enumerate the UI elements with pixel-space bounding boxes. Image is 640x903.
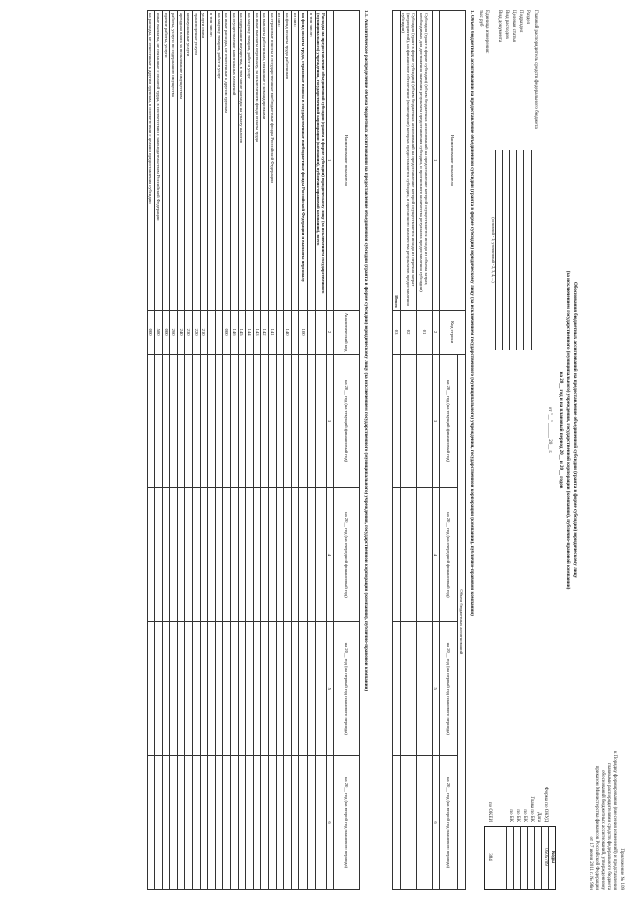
row-code [291,310,299,354]
value-cell[interactable] [162,354,170,488]
section1-table [392,10,466,890]
col-header: на 20__ год (на второй год планового периода) [334,756,360,890]
value-cell[interactable] [200,756,208,890]
value-cell[interactable] [261,488,269,622]
table-row [185,11,193,890]
row-label: арендная плата за пользование имуществом [177,11,185,311]
col-number: 3 [433,354,440,488]
value-cell[interactable] [185,622,193,756]
value-cell[interactable] [276,622,284,756]
row-label: на закупку товаров, работ и услуг [215,11,223,311]
table-row [276,11,284,890]
value-cell[interactable] [238,622,246,756]
field-line[interactable] [523,150,524,350]
value-cell[interactable] [316,622,327,756]
row-code: 01 [417,310,433,354]
value-cell[interactable] [269,756,277,890]
col-number: 4 [433,488,440,622]
value-cell[interactable] [253,488,261,622]
value-cell[interactable] [170,756,178,890]
col-number: 3 [327,354,334,488]
value-cell[interactable] [269,354,277,488]
col-number: 2 [433,310,440,354]
value-cell[interactable] [208,622,216,756]
col-number: 6 [433,756,440,890]
row-label: на иные выплаты персоналу, за исключением фонда оплаты труда [253,11,261,311]
field-label: Вид расходов [504,10,509,39]
row-code: 240 [177,310,185,354]
section11-table [147,10,360,890]
table-row [246,11,254,890]
value-cell[interactable] [393,622,401,756]
value-cell[interactable] [316,488,327,622]
col-number: 2 [327,310,334,354]
value-cell[interactable] [215,756,223,890]
value-cell[interactable] [393,756,401,890]
value-cell[interactable] [200,622,208,756]
value-cell[interactable] [284,622,292,756]
table-row [393,11,401,890]
okud-value: 0505709 [543,848,548,866]
row-label: в том числе: [208,11,216,311]
table-row [316,11,327,890]
value-cell[interactable] [147,622,155,756]
field-label: Целевая статья [511,10,516,42]
value-cell[interactable] [231,354,239,488]
row-code: 580 [155,310,163,354]
row-code: 230 [185,310,193,354]
row-label: прочие работы, услуги [162,11,170,311]
row-label: услуги связи [200,11,208,311]
value-cell[interactable] [284,756,292,890]
table-row [162,11,170,890]
value-cell[interactable] [316,756,327,890]
col-header: на 20__ год (на очередной финансовый год) [334,488,360,622]
value-cell[interactable] [147,756,155,890]
row-label: Субсидия (грант в форме субсидии) (объем бюджетных ассигнований на предоставление которой осуществляется исходя из объема затрат, необходимых для достижения значения результата предоставления субсидии, и прогнозного количества результата предоставления субсидии) [417,11,433,311]
value-cell[interactable] [147,488,155,622]
okud-label: Форма по ОКУД [543,786,548,822]
row-code: 143 [253,310,261,354]
field-label: Главный распорядитель средств федерального бюджета [533,10,538,129]
section11-title: 1.1. Аналитическое распределение объема бюджетных ассигнований на предоставление объединенной субсидии (гранта в форме субсидии) юридическому лицу (за исключением государственного (муниципального) учреждения, государственной корпорации (компании), публично-правовой компании) [363,10,368,692]
value-cell[interactable] [253,756,261,890]
row-code: 100 [299,310,308,354]
value-cell[interactable] [177,756,185,890]
col-number: 1 [327,11,334,311]
value-cell[interactable] [261,354,269,488]
value-cell[interactable] [238,354,246,488]
value-cell[interactable] [291,354,299,488]
value-cell[interactable] [200,354,208,488]
glava-label: Глава по БК [529,796,534,822]
value-cell[interactable] [162,488,170,622]
table-row [308,11,316,890]
value-cell[interactable] [246,622,254,756]
value-cell[interactable] [193,622,201,756]
col-header: на 20__ год (на текущий финансовый год) [440,354,458,488]
row-code: 210 [200,310,208,354]
col-number: 5 [433,622,440,756]
value-cell[interactable] [215,488,223,622]
appendix-number: Приложение № 109 [619,848,624,890]
value-cell[interactable] [269,622,277,756]
value-cell[interactable] [299,622,308,756]
value-cell[interactable] [185,488,193,622]
row-code: 141 [269,310,277,354]
row-label: иные выплаты, не связанные с оплатой труда, в соответствии с законодательством Российской Федерации [155,11,163,311]
table-row [147,11,155,890]
appendix-line: к Порядку формирования (внесения изменений) и представления [612,750,617,890]
table-row [284,11,292,890]
table-row [291,11,299,890]
table-row [401,11,417,890]
value-cell[interactable] [261,756,269,890]
row-label: на фонд оплаты труда работников [284,11,292,311]
value-cell[interactable] [155,622,163,756]
value-cell[interactable] [393,354,401,488]
value-cell[interactable] [231,488,239,622]
col-header: на 20__ год (на текущий финансовый год) [334,354,360,488]
value-cell[interactable] [170,622,178,756]
value-cell[interactable] [246,756,254,890]
col-number: 5 [327,622,334,756]
value-cell[interactable] [401,622,417,756]
row-code [308,310,316,354]
col-header: Аналитический код [334,310,360,354]
value-cell[interactable] [417,756,433,890]
row-label: на фонд оплаты труда, страховые взносы в государственные внебюджетные фонды Российской Федерации и выплаты персоналу [299,11,308,311]
row-label: на содержание имущества, в том числе расходы на уплату налогов [238,11,246,311]
title-line: на 20__ год и на плановый период 20__ и 20__ годов [558,371,563,489]
row-code: 02 [401,310,417,354]
table-row [299,11,308,890]
title-line: Обоснования бюджетных ассигнований на предоставление объединенной субсидии (гранта в форме субсидии) юридическому лицу [572,281,577,579]
field-line[interactable] [516,150,517,350]
row-code: 145 [238,310,246,354]
field-label: Раздел [525,10,530,25]
table-row [417,11,433,890]
row-code: 000 [223,310,231,354]
codes-header: Коды [550,850,555,864]
row-code [215,310,223,354]
field-hint: (основной - 1; уточненный - 2, 3, 4, ...) [491,217,496,283]
value-cell[interactable] [185,354,193,488]
value-cell[interactable] [269,488,277,622]
row-label: на расходы, не отнесенные к другим группам, в соответствии с целями предоставления субсидии [147,11,155,311]
value-cell[interactable] [284,354,292,488]
row-code: 142 [261,310,269,354]
okei-label: по ОКЕИ [487,801,492,822]
col-header: на 20__ год (на первый год планового периода) [334,622,360,756]
value-cell[interactable] [261,622,269,756]
value-cell[interactable] [177,488,185,622]
row-label: транспортные услуги [193,11,201,311]
row-code: 140 [284,310,292,354]
value-cell[interactable] [208,488,216,622]
value-cell[interactable] [177,622,185,756]
row-code: 000 [147,310,155,354]
col-number: 1 [433,11,440,311]
row-code [316,310,327,354]
row-code [208,310,216,354]
value-cell[interactable] [200,488,208,622]
row-code: 146 [231,310,239,354]
row-label: из них: [291,11,299,311]
value-cell[interactable] [308,488,316,622]
value-cell[interactable] [299,488,308,622]
value-cell[interactable] [170,354,178,488]
value-cell[interactable] [223,488,231,622]
value-cell[interactable] [284,488,292,622]
appendix-line: обоснований бюджетных ассигнований, утвержденному [600,770,605,890]
row-code: 220 [193,310,201,354]
value-cell[interactable] [238,488,246,622]
value-cell[interactable] [291,756,299,890]
value-cell[interactable] [170,488,178,622]
value-cell[interactable] [223,622,231,756]
value-cell[interactable] [308,756,316,890]
value-cell[interactable] [246,488,254,622]
table-row [170,11,178,890]
field-label: Вид документа [497,10,502,43]
col-header: на 20__ год (на очередной финансовый год) [440,488,458,622]
bk-label: по БК [522,809,527,822]
value-cell[interactable] [253,622,261,756]
col-header: на 20__ год (на второй год планового периода) [440,756,458,890]
value-cell[interactable] [308,622,316,756]
title-line: (за исключением государственного (муниципального) учреждения, государственной корпорации (компании), публично-правовой компании) [565,270,570,590]
row-code: 000 [162,310,170,354]
value-cell[interactable] [401,354,417,488]
field-line[interactable] [502,150,503,350]
section1-title: 1. Объем бюджетных ассигнований на предоставление объединенной субсидии (гранта в форме субсидии) юридическому лицу (за исключением государственного (муниципального) учреждения, государственной корпорации (компании), публично-правовой компании) [469,10,474,616]
value-cell[interactable] [308,354,316,488]
col-number: 4 [327,488,334,622]
value-cell[interactable] [162,622,170,756]
value-cell[interactable] [193,488,201,622]
okei-value: 384 [487,853,492,861]
value-cell[interactable] [238,756,246,890]
value-cell[interactable] [177,354,185,488]
bk-label: по БК [508,809,513,822]
value-cell[interactable] [193,354,201,488]
col-header: на 20__ год (на первый год планового периода) [440,622,458,756]
row-label: на иные расходы, не отнесенные к другим группам [223,11,231,311]
col-group-header: Объем бюджетных ассигнований [458,354,466,889]
bk-label: по БК [515,809,520,822]
value-cell[interactable] [231,622,239,756]
value-cell[interactable] [393,488,401,622]
appendix-line: от 17 июня 2011 г. № 96н [588,836,593,890]
value-cell[interactable] [291,488,299,622]
value-cell[interactable] [401,488,417,622]
row-label: Субсидия (грант в форме субсидии) (объем бюджетных ассигнований на предоставление которой осуществляется исходя из перечня затрат (мероприятий), на финансовое обеспечение (возмещение) которых предоставляется субсидия, и прогнозного количества результатов предоставления субсидии) [401,11,417,311]
row-code [276,310,284,354]
col-header: Наименование показателя [440,11,466,311]
table-row [269,11,277,890]
value-cell[interactable] [299,756,308,890]
value-cell[interactable] [417,488,433,622]
date-label: Дата [536,812,541,822]
value-cell[interactable] [185,756,193,890]
value-cell[interactable] [223,756,231,890]
row-label: из них: [276,11,284,311]
col-number: 6 [327,756,334,890]
row-label: на выплаты работникам, связанные с командировками [261,11,269,311]
value-cell[interactable] [215,622,223,756]
row-label: коммунальные услуги [185,11,193,311]
total-label: Итого [393,11,401,311]
row-code: 03 [393,310,401,354]
field-label: Подраздел [518,10,523,33]
value-cell[interactable] [299,354,308,488]
value-cell[interactable] [291,622,299,756]
row-code: 144 [246,310,254,354]
row-label: на закупку товаров, работ и услуг [246,11,254,311]
field-line[interactable] [509,150,510,350]
value-cell[interactable] [276,354,284,488]
col-header: Код строки [440,310,466,354]
value-cell[interactable] [208,756,216,890]
value-cell[interactable] [276,756,284,890]
table-row [253,11,261,890]
row-label: на страховые взносы в государственные внебюджетные фонды Российской Федерации [269,11,277,311]
title-date: от "__" ______ 20__ г. [547,406,552,454]
value-cell[interactable] [253,354,261,488]
appendix-line: главными распорядителями средств федерального бюджета [606,762,611,890]
value-cell[interactable] [231,756,239,890]
table-row [155,11,163,890]
table-row [231,11,239,890]
table-row [261,11,269,890]
value-cell[interactable] [193,756,201,890]
value-cell[interactable] [155,488,163,622]
appendix-line: приказом Министерства финансов Российской Федерации [594,765,599,890]
table-row [200,11,208,890]
value-cell[interactable] [155,354,163,488]
row-label: на осуществление капитальных вложений [231,11,239,311]
table-row [208,11,216,890]
field-line[interactable] [531,150,532,350]
col-header: Наименование показателя [334,11,360,311]
units-value: тыс руб [478,10,483,27]
value-cell[interactable] [208,354,216,488]
units-label: Единица измерения: [484,10,489,54]
value-cell[interactable] [162,756,170,890]
row-label: в том числе: [308,11,316,311]
table-row [193,11,201,890]
value-cell[interactable] [215,354,223,488]
value-cell[interactable] [155,756,163,890]
value-cell[interactable] [276,488,284,622]
value-cell[interactable] [246,354,254,488]
table-row [177,11,185,890]
row-label: работы, услуги по содержанию имущества [170,11,178,311]
value-cell[interactable] [147,354,155,488]
row-label: Расходы на предоставление объединенной субсидии (гранта в форме субсидии) юридическому лицу (за исключением государственного (муниципального) учреждения, государственной корпорации (компании), публично-правовой компании), всего [316,11,327,311]
value-cell[interactable] [316,354,327,488]
value-cell[interactable] [417,354,433,488]
value-cell[interactable] [417,622,433,756]
row-code: 260 [170,310,178,354]
table-row [223,11,231,890]
table-row [238,11,246,890]
value-cell[interactable] [401,756,417,890]
value-cell[interactable] [223,354,231,488]
table-row [215,11,223,890]
